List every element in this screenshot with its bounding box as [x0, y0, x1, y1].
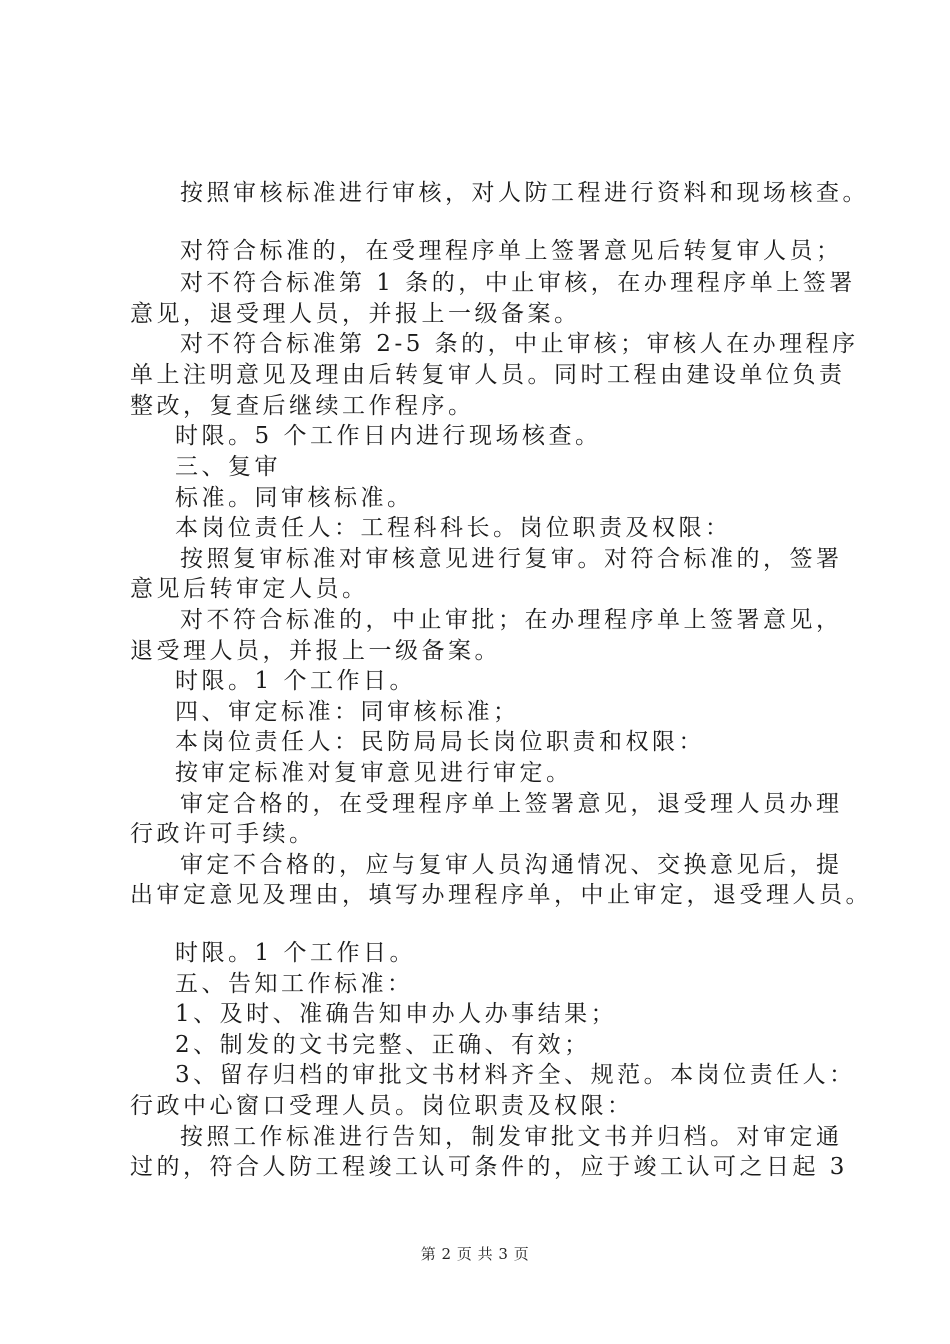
section-heading: 五、告知工作标准： — [175, 971, 414, 997]
paragraph-line: 对符合标准的，在受理程序单上签署意见后转复审人员； — [180, 238, 843, 264]
paragraph-line: 按照工作标准进行告知，制发审批文书并归档。对审定通 — [180, 1124, 843, 1150]
paragraph-line: 行政许可手续。 — [130, 821, 316, 847]
paragraph-line: 时限。1 个工作日。 — [175, 668, 416, 694]
paragraph-line: 意见后转审定人员。 — [130, 576, 369, 602]
paragraph-line: 单上注明意见及理由后转复审人员。同时工程由建设单位负责 — [130, 362, 846, 388]
paragraph-line: 整改，复查后继续工作程序。 — [130, 393, 475, 419]
paragraph-line: 本岗位责任人：工程科科长。岗位职责及权限： — [175, 515, 732, 541]
paragraph-line: 审定合格的，在受理程序单上签署意见，退受理人员办理 — [180, 791, 843, 817]
paragraph-line: 行政中心窗口受理人员。岗位职责及权限： — [130, 1093, 634, 1119]
list-item: 2、制发的文书完整、正确、有效； — [175, 1032, 591, 1058]
section-heading: 三、复审 — [175, 454, 281, 480]
paragraph-line: 时限。1 个工作日。 — [175, 940, 416, 966]
paragraph-line: 对不符合标准第 1 条的，中止审核，在办理程序单上签署 — [180, 270, 856, 296]
paragraph-line: 意见，退受理人员，并报上一级备案。 — [130, 301, 581, 327]
paragraph-line: 按照复审标准对审核意见进行复审。对符合标准的，签署 — [180, 546, 843, 572]
paragraph-line: 按审定标准对复审意见进行审定。 — [175, 760, 573, 786]
paragraph-line: 对不符合标准第 2-5 条的，中止审核；审核人在办理程序 — [180, 331, 859, 357]
paragraph-line: 对不符合标准的，中止审批；在办理程序单上签署意见， — [180, 607, 843, 633]
paragraph-line: 时限。5 个工作日内进行现场核查。 — [175, 423, 602, 449]
paragraph-line: 按照审核标准进行审核，对人防工程进行资料和现场核查。 — [180, 180, 869, 206]
paragraph-line: 过的，符合人防工程竣工认可条件的，应于竣工认可之日起 3 — [130, 1154, 848, 1180]
paragraph-line: 本岗位责任人：民防局局长岗位职责和权限： — [175, 729, 705, 755]
list-item: 1、及时、准确告知申办人办事结果； — [175, 1001, 618, 1027]
paragraph-line: 出审定意见及理由，填写办理程序单，中止审定，退受理人员。 — [130, 882, 872, 908]
page-number-footer: 第 2 页 共 3 页 — [420, 1245, 530, 1263]
list-item: 3、留存归档的审批文书材料齐全、规范。本岗位责任人： — [175, 1062, 856, 1088]
paragraph-line: 退受理人员，并报上一级备案。 — [130, 638, 501, 664]
section-heading: 四、审定标准：同审核标准； — [175, 699, 520, 725]
paragraph-line: 标准。同审核标准。 — [175, 485, 414, 511]
paragraph-line: 审定不合格的，应与复审人员沟通情况、交换意见后，提 — [180, 852, 843, 878]
